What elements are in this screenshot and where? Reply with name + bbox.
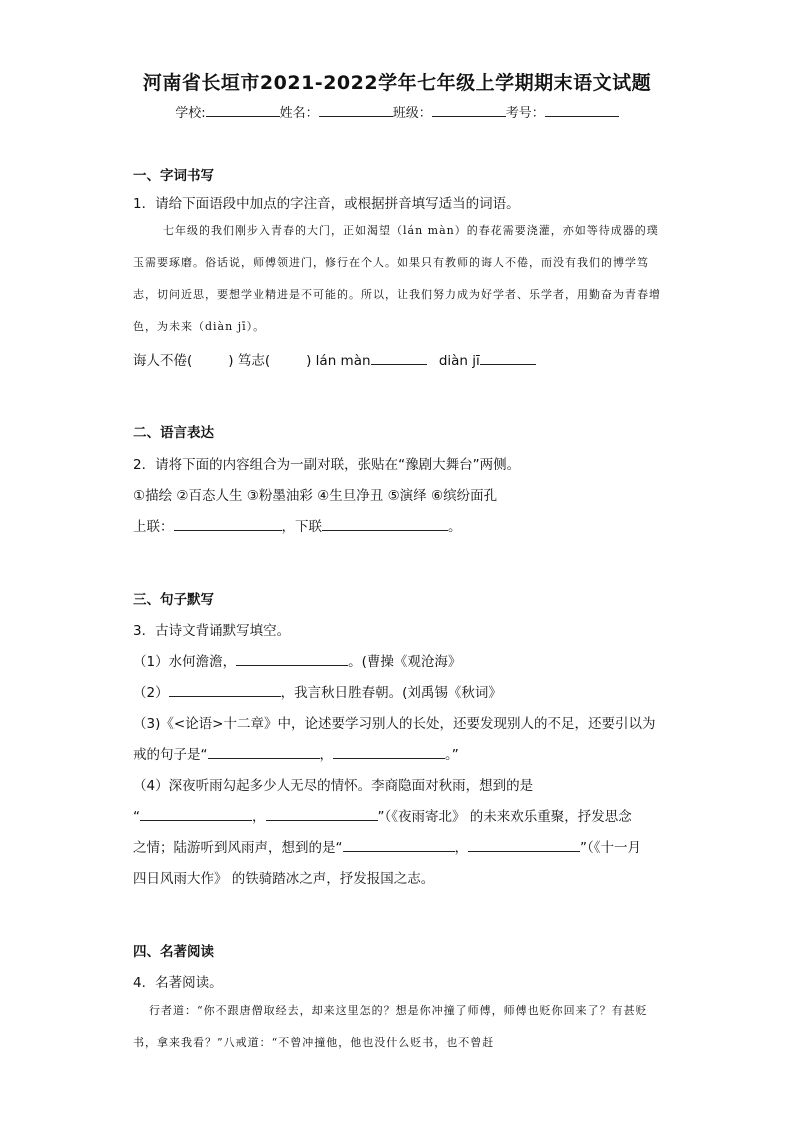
school-label: 学校: xyxy=(175,106,206,121)
open-quote: “ xyxy=(133,809,140,825)
exam-number-blank[interactable] xyxy=(545,104,619,117)
section-heading-2: 二、语言表达 xyxy=(133,425,214,441)
question-3-item-4d: 四日风雨大作》 的铁骑踏冰之声，抒发报国之志。 xyxy=(133,871,435,887)
dianji-blank[interactable] xyxy=(480,352,536,365)
item-2-text: （2） xyxy=(133,685,169,701)
question-4-passage: 行者道：“你不跟唐僧取经去，却来这里怎的？想是你冲撞了师傅，师傅也贬你回来了？有甚贬书，拿来我看？”八戒道：“不曾冲撞他，他也没什么贬书，也不曾赶 xyxy=(133,1004,648,1049)
question-2-answer xyxy=(133,515,462,535)
section-heading-3: 三、句子默写 xyxy=(133,592,214,608)
comma: ， xyxy=(454,840,468,856)
item-4-text-2: 之情；陆游听到风雨声，想到的是“ xyxy=(133,840,343,856)
question-3-item-3a: （3)《<论语>十二章》中，论述要学习别人的长处，还要发现别人的不足，还要引以为 xyxy=(133,716,656,732)
section-heading-1: 一、字词书写 xyxy=(133,168,214,184)
lower-couplet-blank[interactable] xyxy=(322,518,448,531)
comma: ， xyxy=(252,809,266,825)
item-2-source: ，我言秋日胜春朝。(刘禹锡《秋词》 xyxy=(280,685,502,701)
name-blank[interactable] xyxy=(319,104,393,117)
answer-label-3: ) lán màn xyxy=(306,353,371,369)
question-3-item-4b xyxy=(133,805,632,825)
item-3-text: 戒的句子是“ xyxy=(133,747,208,763)
name-label: 姓名： xyxy=(279,106,319,121)
question-3-item-4c xyxy=(133,836,641,856)
class-label: 班级： xyxy=(392,106,432,121)
school-blank[interactable] xyxy=(206,104,280,117)
exam-number-label: 考号： xyxy=(505,106,545,121)
question-1-prompt: 1．请给下面语段中加点的字注音，或根据拼音填写适当的词语。 xyxy=(133,196,520,212)
question-1-passage: 七年级的我们刚步入青春的大门，正如渴望（lán màn）的春花需要浇灌，亦如等待成器的璞玉需要琢磨。俗话说，师傅领进门，修行在个人。如果只有教师的诲人不倦，而没有我们的博学笃志，切问近思，要想学业精进是不可能的。所以，让我们努力成为好学者、乐学者，用勤奋为青春增色，为未来（diàn jī）。 xyxy=(133,224,661,333)
item-4-blank-2[interactable] xyxy=(266,808,378,821)
item-1-blank[interactable] xyxy=(236,653,348,666)
lanman-blank[interactable] xyxy=(371,352,427,365)
student-info-line xyxy=(0,102,794,121)
item-3-blank-2[interactable] xyxy=(333,746,445,759)
upper-couplet-blank[interactable] xyxy=(174,518,282,531)
item-1-source: 。(曹操《观沧海》 xyxy=(348,654,462,670)
item-4-blank-3[interactable] xyxy=(343,839,455,852)
question-3-prompt: 3．古诗文背诵默写填空。 xyxy=(133,623,291,639)
question-3-item-1 xyxy=(133,650,461,670)
question-4-prompt: 4．名著阅读。 xyxy=(133,975,223,991)
item-4-blank-4[interactable] xyxy=(468,839,580,852)
item-3-blank-1[interactable] xyxy=(208,746,320,759)
period: 。 xyxy=(448,519,462,535)
answer-label-2: ) 笃志( xyxy=(228,353,271,369)
question-3-item-2 xyxy=(133,681,502,701)
answer-label-4: diàn jī xyxy=(438,353,480,369)
question-2-prompt: 2．请将下面的内容组合为一副对联，张贴在“豫剧大舞台”两侧。 xyxy=(133,457,521,473)
item-4-blank-1[interactable] xyxy=(140,808,252,821)
section-heading-4: 四、名著阅读 xyxy=(133,944,214,960)
page-title: 河南省长垣市2021-2022学年七年级上学期期末语文试题 xyxy=(142,72,652,94)
close-quote: 。” xyxy=(445,747,459,763)
item-1-text: （1）水何澹澹， xyxy=(133,654,237,670)
question-1-answers xyxy=(133,349,536,369)
question-2-options: ①描绘 ②百态人生 ③粉墨油彩 ④生旦净丑 ⑤演绎 ⑥缤纷面孔 xyxy=(133,488,498,504)
answer-label-1: 诲人不倦( xyxy=(133,353,193,369)
item-4-source-1: ”（《夜雨寄北》 的未来欢乐重聚，抒发思念 xyxy=(377,809,632,825)
item-4-source-2: ”（《十一月 xyxy=(580,840,641,856)
class-blank[interactable] xyxy=(432,104,506,117)
lower-couplet-label: ，下联 xyxy=(281,519,322,535)
upper-couplet-label: 上联： xyxy=(133,519,174,535)
item-2-blank[interactable] xyxy=(169,684,281,697)
question-3-item-3b xyxy=(133,743,459,763)
question-3-item-4a: （4）深夜听雨勾起多少人无尽的情怀。李商隐面对秋雨，想到的是 xyxy=(133,778,534,794)
comma: ， xyxy=(319,747,333,763)
